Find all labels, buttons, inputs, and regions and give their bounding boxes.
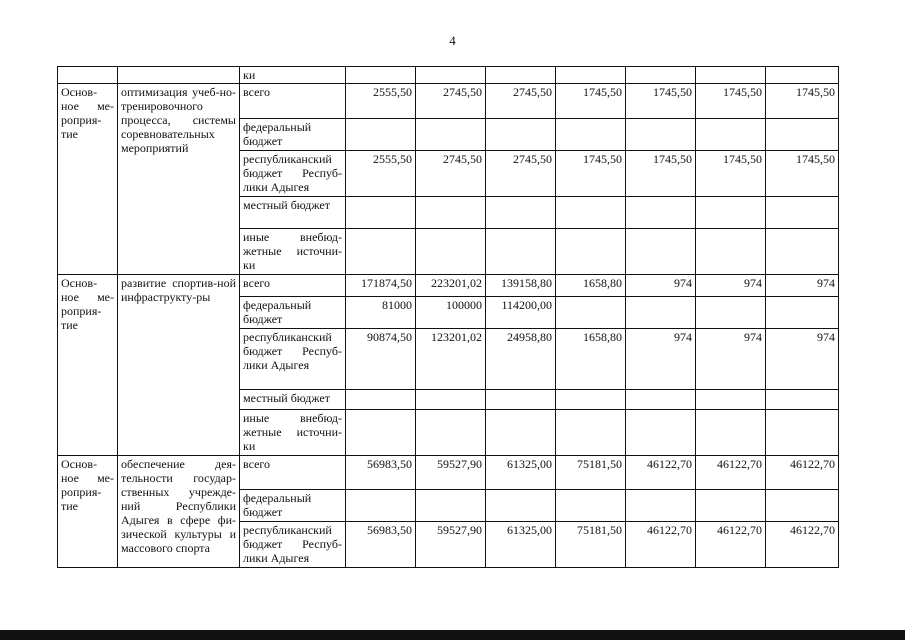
value-cell: 974 — [696, 329, 766, 390]
value-cell: 139158,80 — [486, 275, 556, 297]
value-cell — [556, 197, 626, 229]
value-cell: 974 — [626, 329, 696, 390]
value-cell — [766, 390, 839, 410]
event-name-cell — [118, 67, 240, 84]
event-type-cell: Основ-ное ме-роприя-тие — [58, 275, 118, 456]
funding-source-cell: всего — [240, 84, 346, 119]
value-cell — [416, 119, 486, 151]
value-cell — [556, 410, 626, 456]
funding-source-cell: местный бюджет — [240, 390, 346, 410]
value-cell: 974 — [696, 275, 766, 297]
value-cell — [416, 490, 486, 522]
value-cell: 2745,50 — [486, 84, 556, 119]
value-cell — [346, 490, 416, 522]
value-cell — [696, 229, 766, 275]
value-cell: 974 — [766, 275, 839, 297]
value-cell: 75181,50 — [556, 456, 626, 490]
value-cell: 46122,70 — [766, 522, 839, 568]
value-cell — [626, 390, 696, 410]
value-cell: 90874,50 — [346, 329, 416, 390]
value-cell: 1745,50 — [766, 151, 839, 197]
event-type-cell — [58, 67, 118, 84]
value-cell: 81000 — [346, 297, 416, 329]
value-cell — [556, 297, 626, 329]
value-cell: 75181,50 — [556, 522, 626, 568]
value-cell — [486, 119, 556, 151]
value-cell: 46122,70 — [626, 456, 696, 490]
value-cell — [556, 67, 626, 84]
value-cell — [696, 410, 766, 456]
funding-source-cell: республиканский бюджет Респуб-лики Адыгея — [240, 329, 346, 390]
value-cell — [696, 119, 766, 151]
value-cell — [486, 197, 556, 229]
value-cell — [696, 67, 766, 84]
value-cell: 974 — [626, 275, 696, 297]
value-cell — [416, 229, 486, 275]
value-cell — [766, 410, 839, 456]
value-cell: 59527,90 — [416, 522, 486, 568]
value-cell: 114200,00 — [486, 297, 556, 329]
event-type-cell: Основ-ное ме-роприя-тие — [58, 84, 118, 275]
value-cell: 56983,50 — [346, 522, 416, 568]
value-cell: 1745,50 — [626, 151, 696, 197]
value-cell — [416, 410, 486, 456]
funding-source-cell: всего — [240, 275, 346, 297]
funding-source-cell: республиканский бюджет Респуб-лики Адыгея — [240, 522, 346, 568]
value-cell: 974 — [766, 329, 839, 390]
table-row — [58, 84, 839, 119]
value-cell: 56983,50 — [346, 456, 416, 490]
value-cell: 46122,70 — [626, 522, 696, 568]
value-cell — [486, 410, 556, 456]
value-cell — [556, 229, 626, 275]
event-name-cell: развитие спортив-ной инфраструкту-ры — [118, 275, 240, 456]
value-cell: 1745,50 — [696, 84, 766, 119]
value-cell — [416, 390, 486, 410]
value-cell — [346, 197, 416, 229]
funding-source-cell: всего — [240, 456, 346, 490]
value-cell: 1745,50 — [556, 151, 626, 197]
funding-source-cell: федеральный бюджет — [240, 490, 346, 522]
value-cell — [696, 197, 766, 229]
value-cell: 1745,50 — [626, 84, 696, 119]
value-cell — [486, 67, 556, 84]
value-cell — [556, 119, 626, 151]
value-cell: 223201,02 — [416, 275, 486, 297]
value-cell: 123201,02 — [416, 329, 486, 390]
value-cell: 46122,70 — [696, 522, 766, 568]
funding-source-cell: федеральный бюджет — [240, 297, 346, 329]
value-cell: 1658,80 — [556, 329, 626, 390]
event-type-cell: Основ-ное ме-роприя-тие — [58, 456, 118, 568]
value-cell: 46122,70 — [696, 456, 766, 490]
value-cell: 1745,50 — [766, 84, 839, 119]
value-cell — [416, 67, 486, 84]
value-cell: 100000 — [416, 297, 486, 329]
value-cell — [766, 197, 839, 229]
value-cell — [416, 197, 486, 229]
funding-source-cell: республиканский бюджет Респуб-лики Адыгея — [240, 151, 346, 197]
value-cell: 2745,50 — [486, 151, 556, 197]
value-cell: 1745,50 — [696, 151, 766, 197]
event-name-cell: оптимизация учеб-но-тренировочного процесса, системы соревновательных мероприятий — [118, 84, 240, 275]
value-cell — [556, 490, 626, 522]
value-cell — [626, 197, 696, 229]
value-cell: 61325,00 — [486, 522, 556, 568]
value-cell: 2555,50 — [346, 84, 416, 119]
value-cell — [346, 390, 416, 410]
value-cell — [626, 297, 696, 329]
value-cell — [626, 229, 696, 275]
scan-border — [0, 630, 905, 640]
page-number: 4 — [449, 33, 456, 48]
value-cell — [696, 490, 766, 522]
value-cell — [766, 229, 839, 275]
value-cell — [626, 410, 696, 456]
value-cell: 2555,50 — [346, 151, 416, 197]
funding-source-cell: федеральный бюджет — [240, 119, 346, 151]
value-cell — [696, 390, 766, 410]
value-cell — [346, 229, 416, 275]
value-cell: 1658,80 — [556, 275, 626, 297]
value-cell: 171874,50 — [346, 275, 416, 297]
value-cell — [486, 229, 556, 275]
funding-source-cell: ки — [240, 67, 346, 84]
value-cell — [486, 490, 556, 522]
value-cell: 1745,50 — [556, 84, 626, 119]
value-cell: 2745,50 — [416, 151, 486, 197]
funding-source-cell: иные внебюд-жетные источни-ки — [240, 410, 346, 456]
value-cell — [626, 67, 696, 84]
table-row — [58, 275, 839, 297]
funding-source-cell: местный бюджет — [240, 197, 346, 229]
value-cell: 2745,50 — [416, 84, 486, 119]
value-cell — [626, 490, 696, 522]
value-cell: 61325,00 — [486, 456, 556, 490]
value-cell — [766, 67, 839, 84]
value-cell — [346, 410, 416, 456]
table-row — [58, 456, 839, 490]
value-cell: 59527,90 — [416, 456, 486, 490]
value-cell — [766, 297, 839, 329]
value-cell — [766, 119, 839, 151]
event-name-cell: обеспечение дея-тельности государ-ственных учрежде-ний Республики Адыгея в сфере фи-зической культуры и массового спорта — [118, 456, 240, 568]
value-cell — [626, 119, 696, 151]
value-cell — [346, 67, 416, 84]
value-cell — [486, 390, 556, 410]
budget-table — [57, 66, 839, 568]
value-cell — [696, 297, 766, 329]
value-cell: 46122,70 — [766, 456, 839, 490]
table-row — [58, 67, 839, 84]
value-cell — [346, 119, 416, 151]
value-cell — [766, 490, 839, 522]
value-cell — [556, 390, 626, 410]
funding-source-cell: иные внебюд-жетные источни-ки — [240, 229, 346, 275]
value-cell: 24958,80 — [486, 329, 556, 390]
